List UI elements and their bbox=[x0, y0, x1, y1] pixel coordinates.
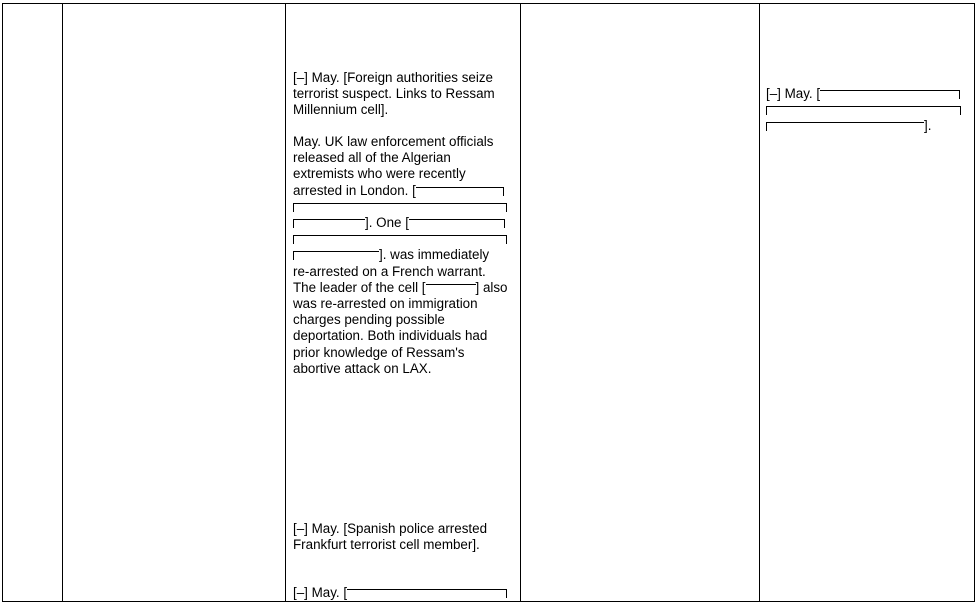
redaction-bar bbox=[409, 219, 505, 228]
entry-foreign-authorities bbox=[293, 70, 495, 119]
entry-date: [–] May. bbox=[293, 70, 340, 85]
entry-date: [–] May. [ bbox=[766, 86, 821, 101]
redaction-bar bbox=[293, 219, 365, 228]
entry-text: prior knowledge of Ressam's bbox=[293, 344, 465, 360]
redaction-bar bbox=[293, 235, 507, 244]
entry-text: Frankfurt terrorist cell member]. bbox=[293, 537, 480, 553]
entry-text: arrested in London. [ bbox=[293, 182, 416, 198]
col-4-cell bbox=[521, 4, 760, 602]
col-1-cell bbox=[3, 4, 63, 602]
redaction-bar bbox=[416, 187, 504, 196]
entry-text: abortive attack on LAX. bbox=[293, 360, 432, 376]
entry-text: ]. was immediately bbox=[379, 247, 490, 263]
col-3-cell bbox=[286, 4, 521, 602]
entry-text: extremists who were recently bbox=[293, 166, 466, 182]
entry-text: [Foreign authorities seize bbox=[339, 70, 493, 85]
redaction-bar bbox=[766, 106, 961, 115]
entry-text: ] also bbox=[475, 279, 508, 295]
entry-spanish-police bbox=[293, 521, 487, 553]
entry-text: ]. bbox=[924, 118, 932, 134]
redaction-bar bbox=[766, 122, 924, 131]
entry-text: released all of the Algerian bbox=[293, 150, 451, 166]
redaction-bar bbox=[293, 203, 507, 212]
redaction-bar bbox=[293, 251, 379, 260]
document-table bbox=[2, 3, 975, 602]
redaction-bar bbox=[820, 90, 960, 99]
col-5-cell bbox=[760, 4, 975, 602]
entry-date: [–] May. [ bbox=[293, 585, 348, 600]
redaction-bar bbox=[426, 284, 476, 293]
entry-text: [–] May. [Spanish police arrested bbox=[293, 521, 488, 536]
col-2-cell bbox=[63, 4, 286, 602]
entry-text: was re-arrested on immigration bbox=[293, 296, 478, 312]
entry-may-redacted-col5 bbox=[766, 86, 961, 135]
entry-text: May. UK law enforcement officials bbox=[293, 134, 494, 149]
entry-uk-law-enforcement bbox=[293, 134, 508, 377]
entry-text: ]. One [ bbox=[365, 215, 409, 231]
entry-text: Millennium cell]. bbox=[293, 102, 389, 118]
entry-may-redacted bbox=[293, 585, 507, 601]
redaction-bar bbox=[347, 589, 507, 598]
entry-text: charges pending possible bbox=[293, 312, 445, 328]
entry-text: re-arrested on a French warrant. bbox=[293, 263, 486, 279]
entry-text: deportation. Both individuals had bbox=[293, 328, 488, 344]
entry-text: The leader of the cell [ bbox=[293, 279, 426, 295]
entry-text: terrorist suspect. Links to Ressam bbox=[293, 86, 495, 102]
